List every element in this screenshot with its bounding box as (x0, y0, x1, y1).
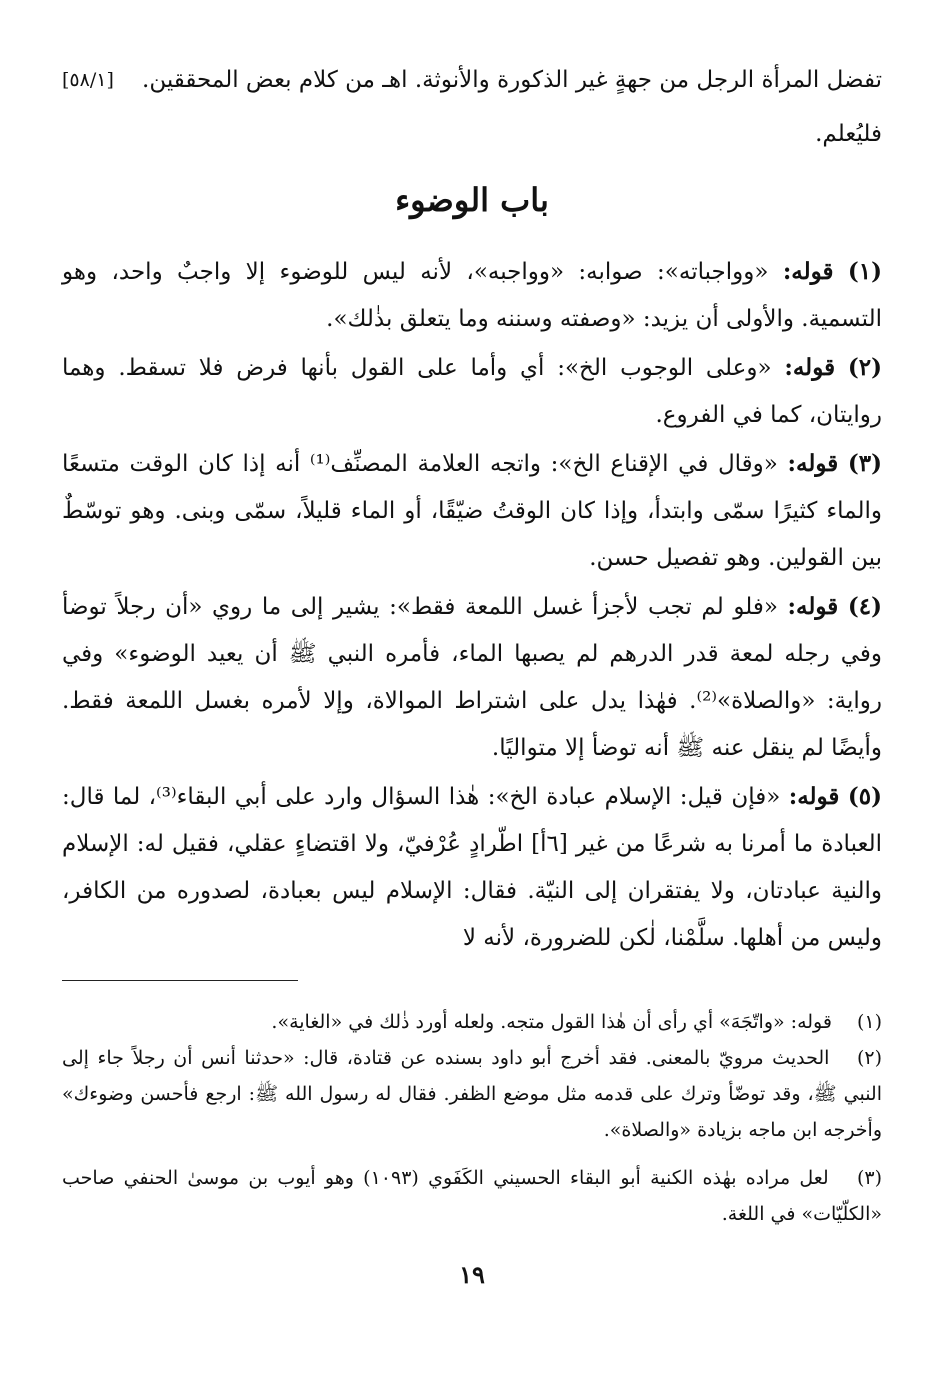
paragraph-3 (62, 440, 882, 582)
paragraph-number: (٢) (847, 354, 882, 381)
paragraph-keyword: قوله: (788, 783, 840, 810)
manuscript-page-ref: [٥٨/١] (62, 69, 114, 91)
carryover-line (62, 62, 882, 98)
footnote-number: (٢) (856, 1047, 882, 1069)
footnote-number: (١) (856, 1011, 882, 1033)
paragraph-keyword: قوله: (787, 450, 839, 477)
paragraph-2 (62, 344, 882, 439)
footnote-text: قوله: «واتّجَهَ» أي رأى أن هٰذا القول متجه. ولعله أورد ذٰلك في «الغاية». (271, 1011, 832, 1033)
paragraph-4 (62, 583, 882, 772)
paragraph-keyword: قوله: (787, 593, 839, 620)
paragraph-text: «فإن قيل: الإسلام عبادة الخ»: هٰذا السؤال وارد على أبي البقاء⁽³⁾، لما قال: العبادة ما أمرنا به شرعًا من غير [٦أ] اطّرادٍ عُرْفيّ، ولا اقتضاءٍ عقلي، فقيل له: الإسلام والنية عبادتان، ولا يفتقران إلى النيّة. فقال: الإسلام ليس بعبادة، لصدوره من الكافر، وليس من أهلها. سلَّمْنا، لٰكن للضرورة، لأنه لا (62, 784, 883, 951)
paragraph-1 (62, 248, 882, 343)
chapter-title: باب الوضوء (395, 181, 549, 219)
paragraph-number: (٣) (847, 450, 882, 477)
paragraph-keyword: قوله: (784, 354, 836, 381)
paragraph-number: (٤) (847, 593, 882, 620)
paragraph-keyword: قوله: (782, 258, 834, 285)
paragraph-text: «وواجباته»: صوابه: «وواجبه»، لأنه ليس للوضوء إلا واجبٌ واحد، وهو التسمية. والأولى أن يزيد: «وصفته وسننه وما يتعلق بذٰلك». (62, 259, 882, 332)
footnote-1 (62, 1004, 882, 1040)
footnote-3 (62, 1160, 882, 1232)
footnote-text: الحديث مرويّ بالمعنى. فقد أخرج أبو داود بسنده عن قتادة، قال: «حدثنا أنس أن رجلاً جاء إلى النبي ﷺ، وقد توضّأ وترك على قدمه مثل موضع الظفر. فقال له رسول الله ﷺ: ارجع فأحسن وضوءك» وأخرجه ابن ماجه بزيادة «والصلاة». (62, 1047, 882, 1141)
footnote-text: لعل مراده بهٰذه الكنية أبو البقاء الحسيني الكَفَوي (١٠٩٣) وهو أيوب بن موسىٰ الحنفي صاحب «الكلّيّات» في اللغة. (62, 1167, 882, 1225)
footnote-2 (62, 1040, 882, 1148)
paragraph-5 (62, 773, 882, 962)
paragraph-number: (١) (847, 258, 883, 285)
paragraph-text: «فلو لم تجب لأجزأ غسل اللمعة فقط»: يشير إلى ما روي «أن رجلاً توضأ وفي رجله لمعة قدر الدرهم لم يصبها الماء، فأمره النبي ﷺ أن يعيد الوضوء» وفي رواية: «والصلاة»⁽²⁾. فهٰذا يدل على اشتراط الموالاة، وإلا لأمره بغسل اللمعة فقط. وأيضًا لم ينقل عنه ﷺ أنه توضأ إلا متواليًا. (62, 594, 882, 761)
footnote-separator (62, 980, 298, 981)
paragraph-text: «وقال في الإقناع الخ»: واتجه العلامة المصنِّف⁽¹⁾ أنه إذا كان الوقت متسعًا والماء كثيرًا سمّى وابتدأ، وإذا كان الوقتُ ضيّقًا، أو الماء قليلاً، سمّى وبنى. وهو توسّطٌ بين القولين. وهو تفصيل حسن. (62, 451, 882, 571)
paragraph-text: «وعلى الوجوب الخ»: أي وأما على القول بأنها فرض فلا تسقط. وهما روايتان، كما في الفروع. (62, 355, 882, 428)
footnote-number: (٣) (856, 1167, 882, 1189)
carryover-text: تفضل المرأة الرجل من جهةٍ غير الذكورة والأنوثة. اهـ من كلام بعض المحققين. (142, 67, 882, 93)
page-number: ١٩ (459, 1260, 485, 1289)
carryover-line-2: فليُعلم. (815, 121, 882, 147)
paragraph-number: (٥) (847, 783, 883, 810)
